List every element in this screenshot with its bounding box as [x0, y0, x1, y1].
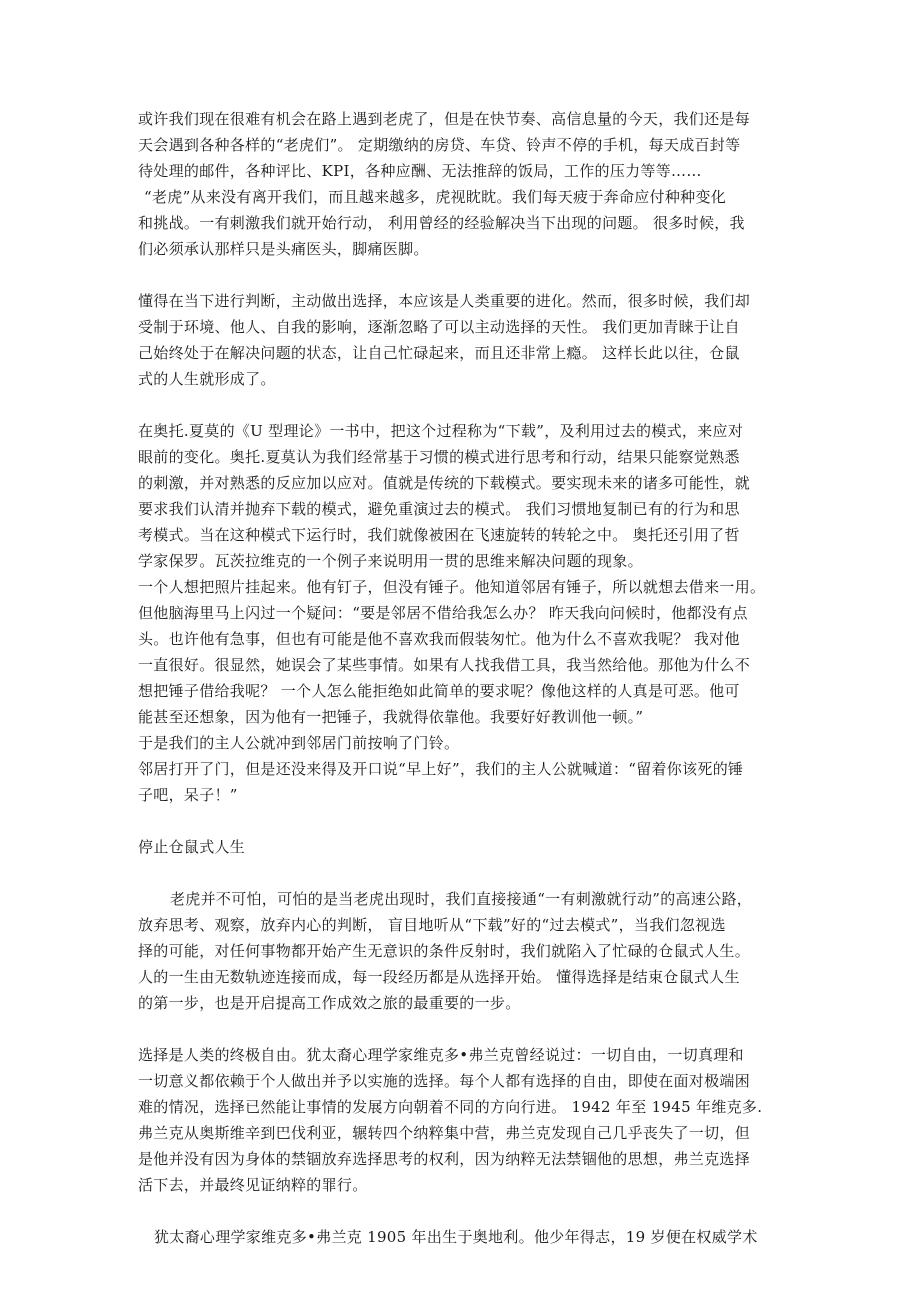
- section-heading-block: [138, 834, 790, 860]
- text-line: 和挑战。一有刺激我们就开始行动， 利用曾经的经验解决当下出现的问题。 很多时候，我: [138, 214, 745, 232]
- text-line: 一直很好。很显然，她误会了某些事情。如果有人找我借工具，我当然给他。那他为什么不: [138, 656, 751, 674]
- paragraph-u-theory: [138, 418, 790, 808]
- text-line: 或许我们现在很难有机会在路上遇到老虎了，但是在快节奏、高信息量的今天，我们还是每: [138, 110, 751, 128]
- text-line: 但他脑海里马上闪过一个疑问：“要是邻居不借给我怎么办？ 昨天我向问候时，他都没有点: [138, 604, 748, 622]
- text-line: 想把锤子借给我呢？ 一个人怎么能拒绝如此简单的要求呢？像他这样的人真是可恶。他可: [138, 682, 740, 700]
- text-line: 式的人生就形成了。: [138, 370, 276, 388]
- text-line: 学家保罗。瓦茨拉维克的一个例子来说明用一贯的思维来解决问题的现象。: [138, 552, 643, 570]
- text-line: 眼前的变化。奥托.夏莫认为我们经常基于习惯的模式进行思考和行动，结果只能察觉熟悉: [138, 448, 740, 466]
- text-line: 难的情况，选择已然能让事情的发展方向朝着不同的方向行进。 1942 年至 1945 年维克多.: [138, 1098, 763, 1116]
- text-line: 待处理的邮件，各种评比、KPI，各种应酬、无法推辞的饭局，工作的压力等等……: [138, 162, 702, 180]
- paragraph-ultimate-freedom: [138, 1042, 790, 1198]
- paragraph-choice-evolution: [138, 288, 790, 392]
- text-line: 能甚至还想象，因为他有一把锤子，我就得依靠他。我要好好教训他一顿。”: [138, 708, 644, 726]
- text-line: 己始终处于在解决问题的状态，让自己忙碌起来，而且还非常上瘾。 这样长此以往，仓鼠: [138, 344, 740, 362]
- text-line: 要求我们认清并抛弃下载的模式，避免重演过去的模式。 我们习惯地复制已有的行为和思: [138, 500, 740, 518]
- paragraph-gap: [138, 860, 790, 886]
- text-line: 弗兰克从奥斯维辛到巴伐利亚，辗转四个纳粹集中营，弗兰克发现自己几乎丧失了一切，但: [138, 1124, 751, 1142]
- paragraph-tiger-not-scary: [138, 886, 790, 1016]
- paragraph-gap: [138, 1198, 790, 1224]
- paragraph-gap: [138, 262, 790, 288]
- text-line: 于是我们的主人公就冲到邻居门前按响了门铃。: [138, 734, 460, 752]
- paragraph-tigers-intro: [138, 106, 790, 184]
- paragraph-frankl-bio: [138, 1224, 790, 1250]
- text-line: 的第一步，也是开启提高工作成效之旅的最重要的一步。: [138, 994, 521, 1012]
- text-line: 头。也许他有急事，但也有可能是他不喜欢我而假装匆忙。他为什么不喜欢我呢？ 我对他: [138, 630, 740, 648]
- text-line: “老虎”从来没有离开我们，而且越来越多，虎视眈眈。我们每天疲于奔命应付种种变化: [144, 188, 727, 206]
- text-line: 考模式。当在这种模式下运行时，我们就像被困在飞速旋转的转轮之中。 奥托还引用了哲: [138, 526, 740, 544]
- text-line: 懂得在当下进行判断，主动做出选择，本应该是人类重要的进化。然而，很多时候，我们却: [138, 292, 751, 310]
- text-line: 放弃思考、观察，放弃内心的判断， 盲目地听从“下载”好的“过去模式”，当我们忽视选: [138, 916, 726, 934]
- text-line: 一个人想把照片挂起来。他有钉子，但没有锤子。他知道邻居有锤子，所以就想去借来一用。: [138, 578, 766, 596]
- text-line: 选择是人类的终极自由。犹太裔心理学家维克多•弗兰克曾经说过：一切自由，一切真理和: [138, 1046, 744, 1064]
- text-line: 天会遇到各种各样的“老虎们”。 定期缴纳的房贷、车贷、铃声不停的手机，每天成百封等: [138, 136, 741, 154]
- text-line: 在奥托.夏莫的《U 型理论》一书中，把这个过程称为“下载”，及利用过去的模式，来应对: [138, 422, 744, 440]
- text-line: 受制于环境、他人、自我的影响，逐渐忽略了可以主动选择的天性。 我们更加青睐于让自: [138, 318, 740, 336]
- text-line: 人的一生由无数轨迹连接而成，每一段经历都是从选择开始。 懂得选择是结束仓鼠式人生: [138, 968, 740, 986]
- text-line: 的刺激，并对熟悉的反应加以应对。值就是传统的下载模式。要实现未来的诸多可能性，就: [138, 474, 751, 492]
- text-line: 犹太裔心理学家维克多•弗兰克 1905 年出生于奥地利。他少年得志，19 岁便在权威学术: [154, 1228, 758, 1246]
- text-line: 老虎并不可怕，可怕的是当老虎出现时，我们直接接通“一有刺激就行动”的高速公路，: [170, 890, 753, 908]
- text-line: 是他并没有因为身体的禁锢放弃选择思考的权利，因为纳粹无法禁锢他的思想，弗兰克选择: [138, 1150, 751, 1168]
- paragraph-gap: [138, 808, 790, 834]
- paragraph-gap: [138, 392, 790, 418]
- text-line: 邻居打开了门，但是还没来得及开口说“早上好”，我们的主人公就喊道：“留着你该死的锤: [138, 760, 744, 778]
- paragraph-tigers-never-left: [138, 184, 790, 262]
- text-line: 择的可能，对任何事物都开始产生无意识的条件反射时，我们就陷入了忙碌的仓鼠式人生。: [138, 942, 751, 960]
- text-line: 活下去，并最终见证纳粹的罪行。: [138, 1176, 368, 1194]
- section-heading: 停止仓鼠式人生: [138, 838, 246, 856]
- paragraph-gap: [138, 1016, 790, 1042]
- text-line: 一切意义都依赖于个人做出并予以实施的选择。每个人都有选择的自由，即使在面对极端困: [138, 1072, 751, 1090]
- text-line: 们必须承认那样只是头痛医头，脚痛医脚。: [138, 240, 429, 258]
- text-line: 子吧，呆子！”: [138, 786, 238, 804]
